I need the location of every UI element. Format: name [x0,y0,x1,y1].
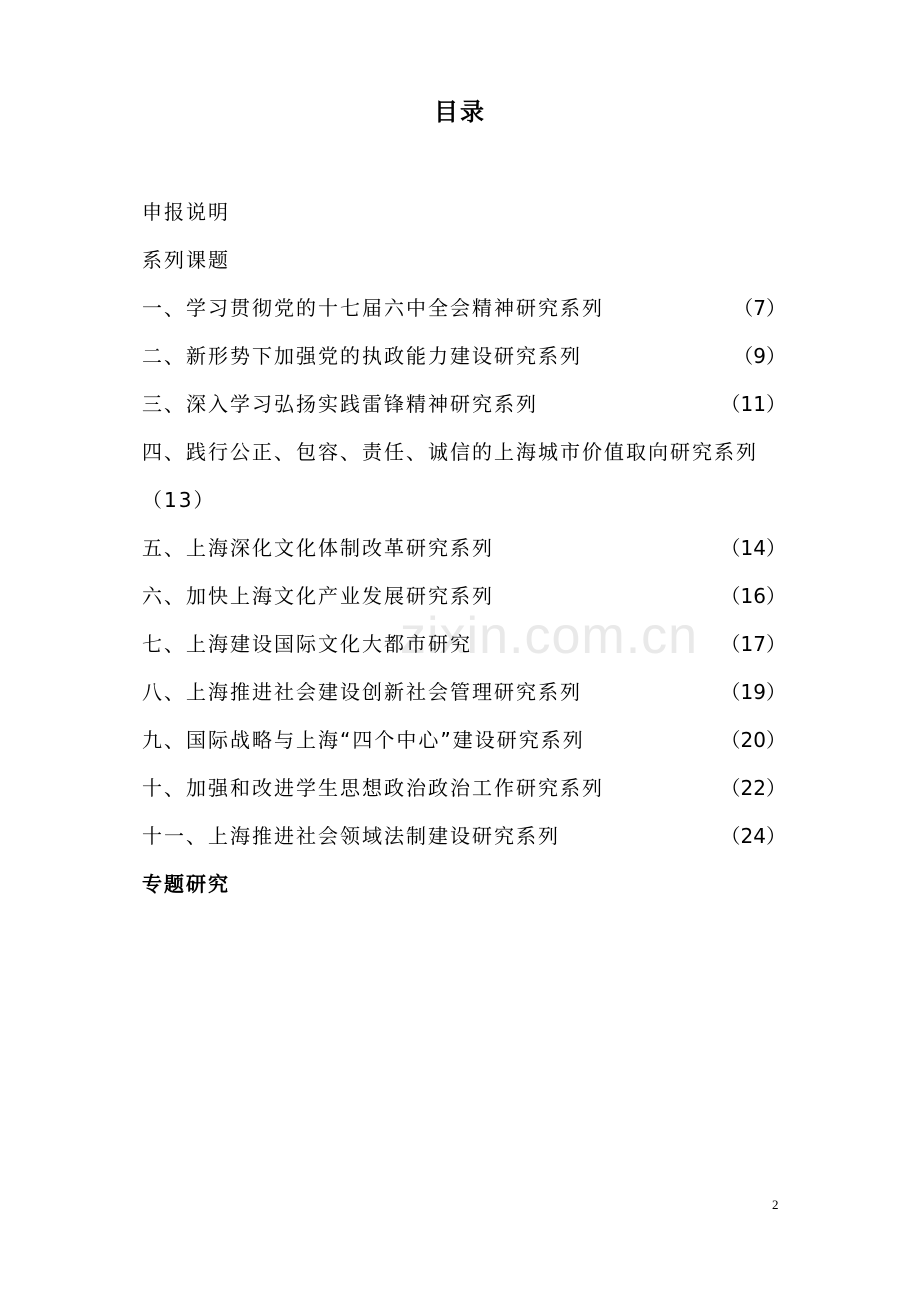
toc-entry-special-research[interactable] [142,864,786,912]
toc-entry-page: （19） [720,680,786,704]
toc-entry-label: 九、国际战略与上海“四个中心”建设研究系列 [142,728,585,752]
toc-entry-label: 七、上海建设国际文化大都市研究 [142,632,472,656]
toc-entry-page: （13） [142,488,216,512]
toc-entry-label: 六、加快上海文化产业发展研究系列 [142,584,494,608]
toc-entry-page: （17） [720,632,786,656]
toc-entry-2[interactable] [142,336,786,384]
watermark: zixin.com.cn [400,607,699,665]
toc-entry-10[interactable] [142,768,786,816]
toc-entry-4-page-line[interactable] [142,480,786,528]
toc-entry-series-topics[interactable] [142,240,786,288]
toc-entry-label: 系列课题 [142,248,230,272]
page-number: 2 [772,1197,779,1212]
toc-title: 目录 [434,98,486,126]
toc-entry-label: 四、践行公正、包容、责任、诚信的上海城市价值取向研究系列 [142,440,758,464]
toc-entry-8[interactable] [142,672,786,720]
toc-entry-4[interactable] [142,432,786,480]
toc-entry-7[interactable] [142,624,786,672]
toc-entry-label: 二、新形势下加强党的执政能力建设研究系列 [142,344,582,368]
toc-entry-page: （20） [720,728,786,752]
toc-entry-page: （7） [733,296,786,320]
toc-entry-3[interactable] [142,384,786,432]
toc-entry-application[interactable] [142,192,786,240]
toc-entry-9[interactable] [142,720,786,768]
toc-entry-label: 十、加强和改进学生思想政治政治工作研究系列 [142,776,604,800]
toc-entry-page: （24） [720,824,786,848]
toc-entry-6[interactable] [142,576,786,624]
toc-entry-11[interactable] [142,816,786,864]
toc-entry-label: 一、学习贯彻党的十七届六中全会精神研究系列 [142,296,604,320]
toc-entry-page: （14） [720,536,786,560]
toc-entry-page: （16） [720,584,786,608]
toc-entry-page: （11） [720,392,786,416]
toc-entry-label: 申报说明 [142,200,230,224]
toc-entry-5[interactable] [142,528,786,576]
toc-entry-page: （22） [720,776,786,800]
toc-entry-label: 五、上海深化文化体制改革研究系列 [142,536,494,560]
toc-entry-label: 八、上海推进社会建设创新社会管理研究系列 [142,680,582,704]
toc-entry-1[interactable] [142,288,786,336]
toc-entry-label: 三、深入学习弘扬实践雷锋精神研究系列 [142,392,538,416]
toc-entry-label: 十一、上海推进社会领域法制建设研究系列 [142,824,560,848]
toc-entry-page: （9） [733,344,786,368]
toc-entry-label: 专题研究 [142,872,230,896]
table-of-contents [142,192,786,912]
